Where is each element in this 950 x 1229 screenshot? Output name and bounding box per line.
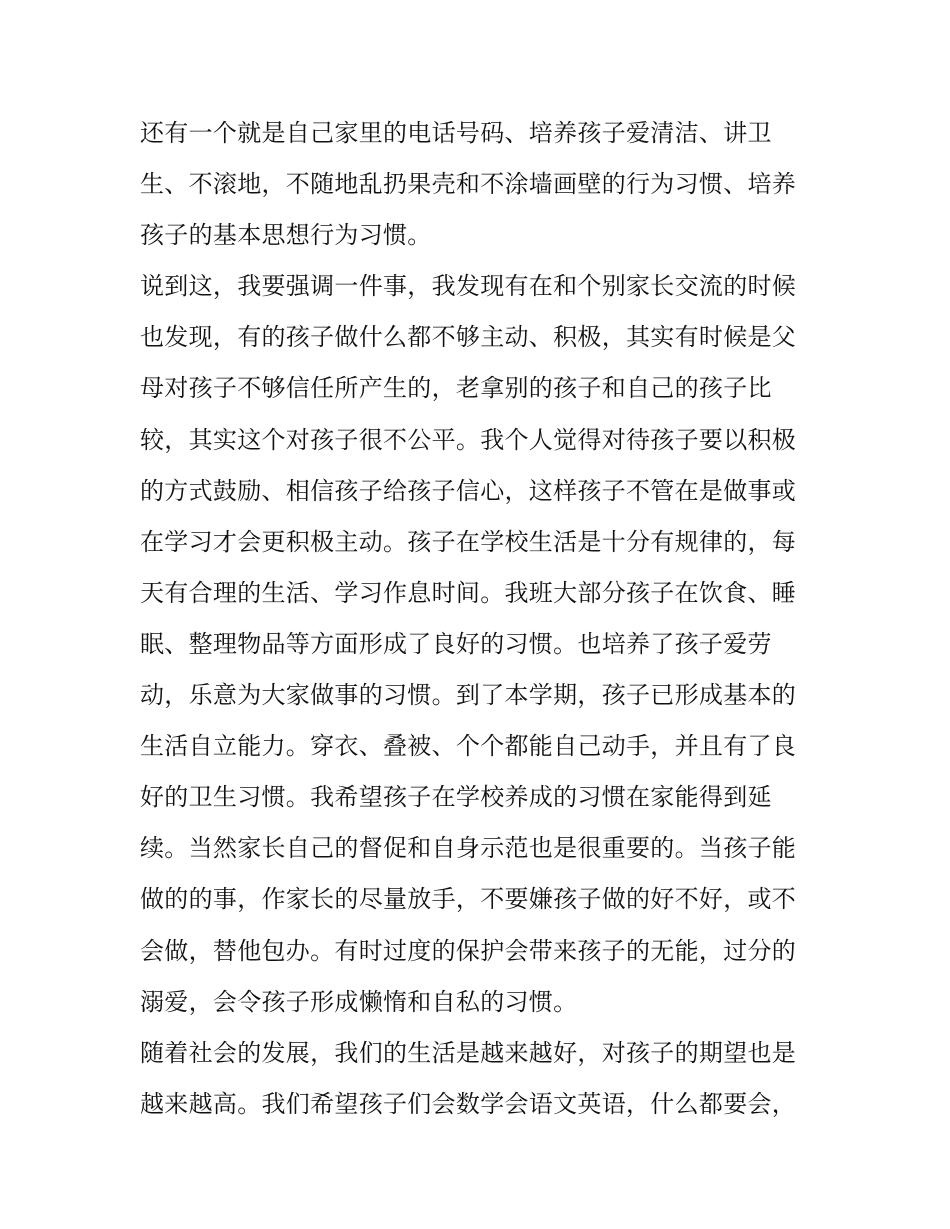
body-text: [140, 108, 820, 1130]
text-line: 好的卫生习惯。我希望孩子在学校养成的习惯在家能得到延: [140, 783, 772, 812]
text-line: 眠、整理物品等方面形成了良好的习惯。也培养了孩子爱劳: [140, 629, 772, 658]
text-line: 也发现，有的孩子做什么都不够主动、积极，其实有时候是父: [140, 323, 797, 352]
text-line: 在学习才会更积极主动。孩子在学校生活是十分有规律的，每: [140, 527, 797, 556]
text-line: 的方式鼓励、相信孩子给孩子信心，这样孩子不管在是做事或: [140, 476, 797, 505]
text-line: 生活自立能力。穿衣、叠被、个个都能自己动手，并且有了良: [140, 732, 797, 761]
text-line: 说到这，我要强调一件事，我发现有在和个别家长交流的时候: [140, 272, 797, 301]
text-line: 越来越高。我们希望孩子们会数学会语文英语，什么都要会，: [140, 1089, 797, 1118]
text-line: 还有一个就是自己家里的电话号码、培养孩子爱清洁、讲卫: [140, 119, 772, 147]
text-line: 做的的事，作家长的尽量放手，不要嫌孩子做的好不好，或不: [140, 885, 797, 914]
text-line: 随着社会的发展，我们的生活是越来越好，对孩子的期望也是: [140, 1038, 797, 1067]
text-line: 溺爱，会令孩子形成懒惰和自私的习惯。: [140, 987, 578, 1016]
text-line: 较，其实这个对孩子很不公平。我个人觉得对待孩子要以积极: [140, 425, 797, 454]
text-line: 母对孩子不够信任所产生的，老拿别的孩子和自己的孩子比: [140, 374, 772, 403]
text-line: 孩子的基本思想行为习惯。: [140, 221, 432, 250]
text-line: 生、不滚地，不随地乱扔果壳和不涂墙画壁的行为习惯、培养: [140, 170, 797, 199]
text-line: 会做，替他包办。有时过度的保护会带来孩子的无能，过分的: [140, 936, 797, 965]
text-line: 天有合理的生活、学习作息时间。我班大部分孩子在饮食、睡: [140, 578, 797, 607]
text-line: 动，乐意为大家做事的习惯。到了本学期，孩子已形成基本的: [140, 681, 797, 710]
text-line: 续。当然家长自己的督促和自身示范也是很重要的。当孩子能: [140, 834, 797, 863]
